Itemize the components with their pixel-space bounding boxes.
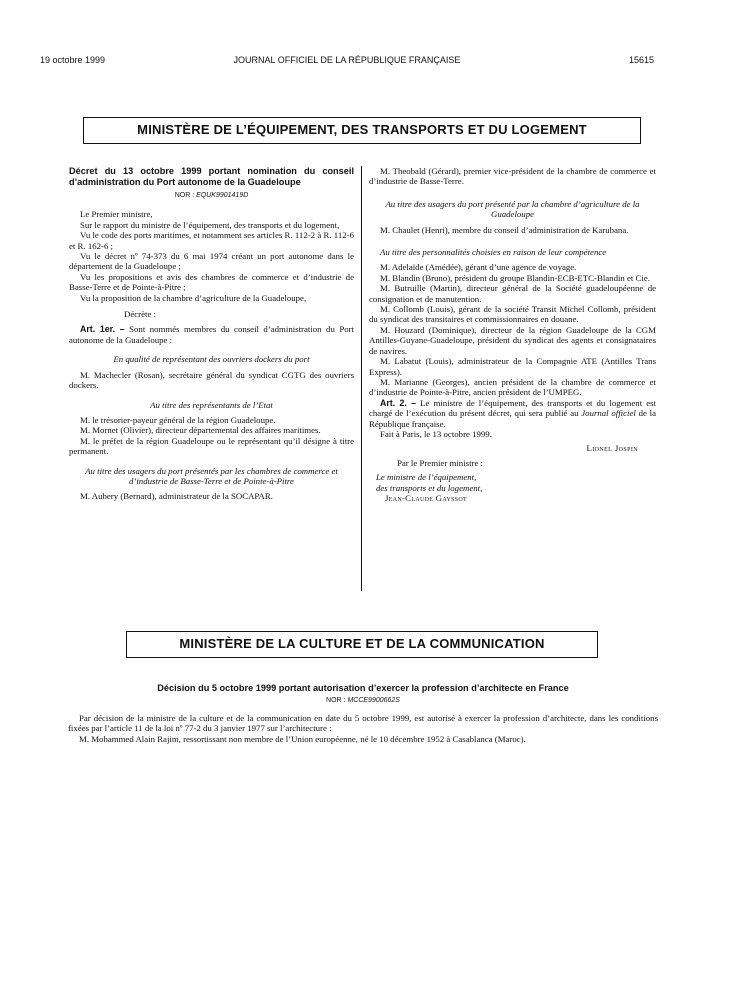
member-entry: M. Aubery (Bernard), administrateur de la SOCAPAR. [80,491,273,502]
visa-line: Vu les propositions et avis des chambres de commerce et d’industrie de Basse-Terre et de Pointe-à-Pitre ; [69,271,354,293]
member-entry: M. le préfet de la région Guadeloupe ou le représentant qu’il désigne à titre permanent. [69,435,354,457]
header-date: 19 octobre 1999 [40,55,106,65]
member-entry: M. Adelaïde (Amédée), gérant d’une agence de voyage. [380,262,577,273]
running-header [40,55,654,69]
nor-code: EQUK9901419D [196,192,249,199]
section-heading-personnalites: Au titre des personnalités choisies en raison de leur compétence [380,247,607,258]
decrete-label: Décrète : [124,309,156,320]
article-2-label: Art. 2. – [380,397,417,408]
visa-line: Le Premier ministre, [80,209,153,220]
signature-prime-minister: Lionel Jospin [586,443,638,454]
decision-nor [68,696,658,706]
decree-title: Décret du 13 octobre 1999 portant nomination du conseil d’administration du Port autonome de la Guadeloupe [69,166,354,187]
article-1 [69,324,354,345]
article-1-label: Art. 1er. – [80,324,125,335]
member-entry: M. Chaulet (Henri), membre du conseil d’administration de Karubana. [380,224,629,235]
decree-nor [69,191,354,201]
member-entry: M. Machecler (Rosan), secrétaire général du syndicat CGTG des ouvriers dockers. [69,369,354,391]
decree-left-column [69,166,354,502]
member-entry: M. Labatut (Louis), administrateur de la Compagnie ATE (Antilles Trans Express). [369,356,656,377]
nor-label: NOR : [174,192,195,199]
visa-line: Sur le rapport du ministre de l’équipement, des transports et du logement, [80,219,340,230]
section-heading-dockers: En qualité de représentant des ouvriers dockers du port [113,354,310,365]
section-heading-usagers-agriculture: Au titre des usagers du port présenté par la chambre d’agriculture de la Guadeloupe [385,198,640,220]
journal-officiel-italic: Journal officiel [581,408,636,419]
column-divider [361,166,362,591]
done-at-paris: Fait à Paris, le 13 octobre 1999. [380,428,492,439]
signature-minister: Jean-Claude Gayssot [385,492,467,503]
decree-right-column [369,166,656,503]
member-entry: M. Marianne (Georges), ancien président de la chambre de commerce et d’industrie de Pointe-à-Pitre, ancien président de l’UMPEG. [369,376,656,398]
visa-line: Vu le décret nº 74-373 du 6 mai 1974 créant un port autonome dans le département de la Guadeloupe ; [69,251,354,272]
member-entry: M. Houzard (Dominique), directeur de la région Guadeloupe de la CGM Antilles-Guyane-Guadeloupe, président du syndicat des agents et consignataires de navires. [369,324,656,356]
decision-architect [68,683,658,744]
member-entry: M. Mornet (Olivier), directeur départemental des affaires maritimes. [80,425,321,436]
visa-line: Vu le code des ports maritimes, et notamment ses articles R. 112-2 à R. 112-6 et R. 162-6 ; [69,230,354,251]
minister-title-line-1: Le ministre de l’équipement, [376,472,477,483]
member-entry: M. Blandin (Bruno), président du groupe Blandin-ECB-ETC-Blandin et Cie. [380,272,650,283]
decision-title: Décision du 5 octobre 1999 portant autorisation d’exercer la profession d’architecte en France [157,683,569,693]
member-entry: M. Theobald (Gérard), premier vice-président de la chambre de commerce et d’industrie de Basse-Terre. [369,166,656,187]
article-2 [369,398,656,429]
nor-label: NOR : [326,697,346,705]
ministry-heading-culture: MINISTÈRE DE LA CULTURE ET DE LA COMMUNICATION [126,631,598,658]
decision-paragraph: Par décision de la ministre de la culture et de la communication en date du 5 octobre 1999, est autorisé à exercer la profession d’architecte, dans les conditions fixées par l’article 11 de la loi nº 77-2 du 3 janvier 1977 sur l’architecture : [68,712,658,734]
article-2-text-start: Le ministre de l’équipement, des transports et du logement est chargé de l’exécution du présent décret, qui sera publié au [369,397,656,419]
header-journal-title: JOURNAL OFFICIEL DE LA RÉPUBLIQUE FRANÇAISE [233,55,461,65]
by-prime-minister: Par le Premier ministre : [397,457,483,468]
member-entry: M. Butruille (Martin), directeur général de la Société guadeloupéenne de consignation et de manutention. [369,283,656,304]
nor-code: MCCE9900662S [347,697,400,705]
member-entry: M. Collomb (Louis), gérant de la société Transit Michel Collomb, président du syndicat des transitaires et commissionnaires en douane. [369,304,656,325]
article-1-text: Sont nommés membres du conseil d’administration du Port autonome de la Guadeloupe : [69,324,354,345]
visa-line: Vu la proposition de la chambre d’agriculture de la Guadeloupe, [80,292,307,303]
header-page-number: 15615 [628,55,654,65]
section-heading-etat: Au titre des représentants de l’Etat [150,399,273,410]
member-entry: M. le trésorier-payeur général de la région Guadeloupe. [80,414,276,425]
minister-title-line-2: des transports et du logement, [376,482,483,493]
section-heading-usagers-cci: Au titre des usagers du port présentés par les chambres de commerce et d’industrie de Basse-Terre et de Pointe-à-Pitre [85,465,338,486]
article-2-text-end: de la République française. [369,408,656,429]
ministry-heading-equipement: MINISTÈRE DE L’ÉQUIPEMENT, DES TRANSPORTS ET DU LOGEMENT [83,117,641,144]
decision-beneficiary: M. Mohammed Alain Rajim, ressortissant non membre de l’Union européenne, né le 10 décembre 1952 à Casablanca (Maroc). [79,733,526,744]
